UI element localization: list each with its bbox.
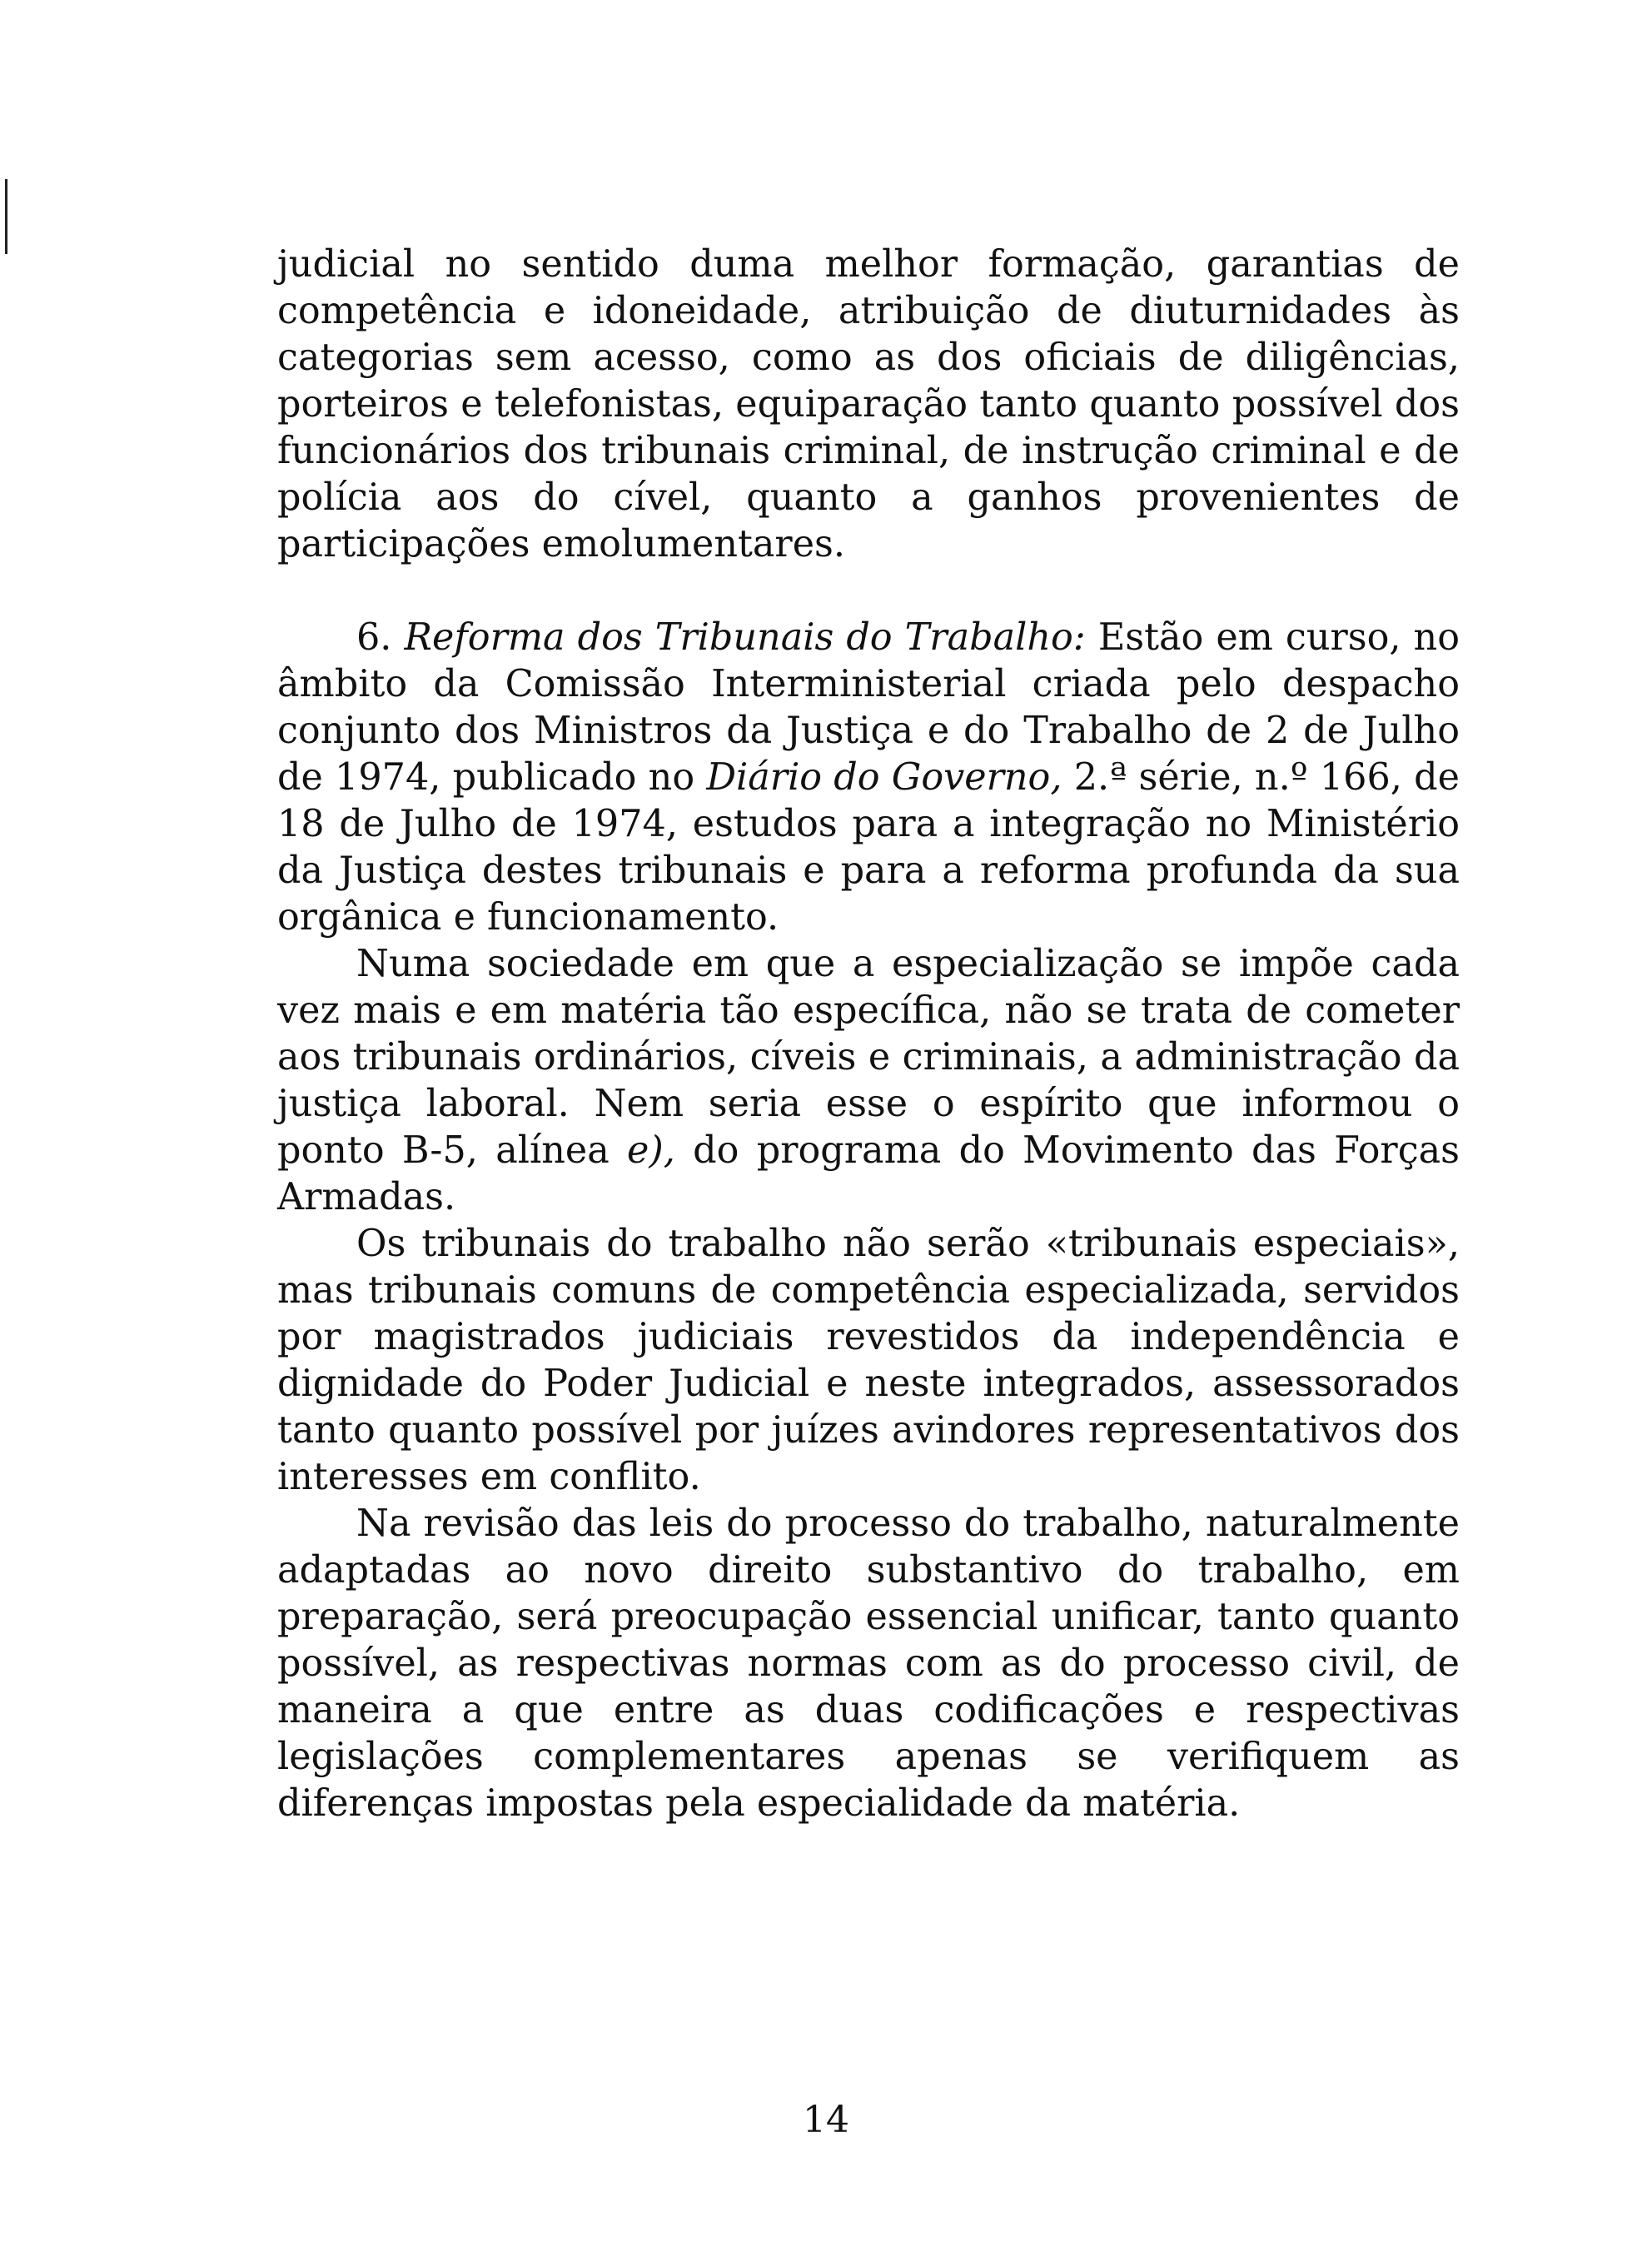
specialization-text-part1: Numa sociedade em que a especialização se impõe cada vez mais e em matéria tão específica, não se trata de cometer aos tribunais ordinários, cíveis e criminais, a administração da justiça laboral. Nem seria esse o espírito que informou o ponto B-5, alínea: [277, 943, 1460, 1172]
section-number: 6.: [356, 616, 392, 659]
section-title: Reforma dos Tribunais do Trabalho:: [404, 616, 1086, 659]
specialization-text-part2: do programa do Movimento das Forças Armadas.: [277, 1129, 1460, 1218]
paragraph-process-revision: Na revisão das leis do processo do trabalho, naturalmente adaptadas ao novo direito substantivo do trabalho, em preparação, será preocupação essencial unificar, tanto quanto possível, as respectivas normas com as do processo civil, de maneira a que entre as duas codificações e respectivas legislações complementares apenas se verifiquem as diferenças impostas pela especialidade da matéria.: [277, 1502, 1460, 1825]
paragraph-continuation: judicial no sentido duma melhor formação, garantias de competência e idoneidade, atribuição de diuturnidades às categorias sem acesso, como as dos oficiais de diligências, porteiros e telefonistas, equiparação tanto quanto possível dos funcionários dos tribunais criminal, de instrução criminal e de polícia aos do cível, quanto a ganhos provenientes de participações emolumentares.: [277, 243, 1460, 565]
alinea-reference: e),: [627, 1129, 675, 1172]
paragraph-specialization: [277, 941, 1460, 1221]
body-text: [277, 242, 1460, 1827]
section-text-part1: Estão em curso, no âmbito da Comissão Interministerial criada pelo despacho conjunto dos Ministros da Justiça e do Trabalho de 2 de Julho de 1974, publicado no: [277, 616, 1460, 799]
scan-margin-mark: [5, 179, 7, 254]
publication-reference: Diário do Governo,: [706, 756, 1062, 799]
page-number: 14: [803, 2099, 849, 2141]
section-text-part2: 2.ª série, n.º 166, de 18 de Julho de 1974, estudos para a integração no Ministério da Justiça destes tribunais e para a reforma profunda da sua orgânica e funcionamento.: [277, 756, 1460, 939]
paragraph-labour-courts: Os tribunais do trabalho não serão «tribunais especiais», mas tribunais comuns de competência especializada, servidos por magistrados judiciais revestidos da independência e dignidade do Poder Judicial e neste integrados, assessorados tanto quanto possível por juízes avindores representativos dos interesses em conflito.: [277, 1223, 1460, 1498]
paragraph-section-6: [277, 615, 1460, 941]
